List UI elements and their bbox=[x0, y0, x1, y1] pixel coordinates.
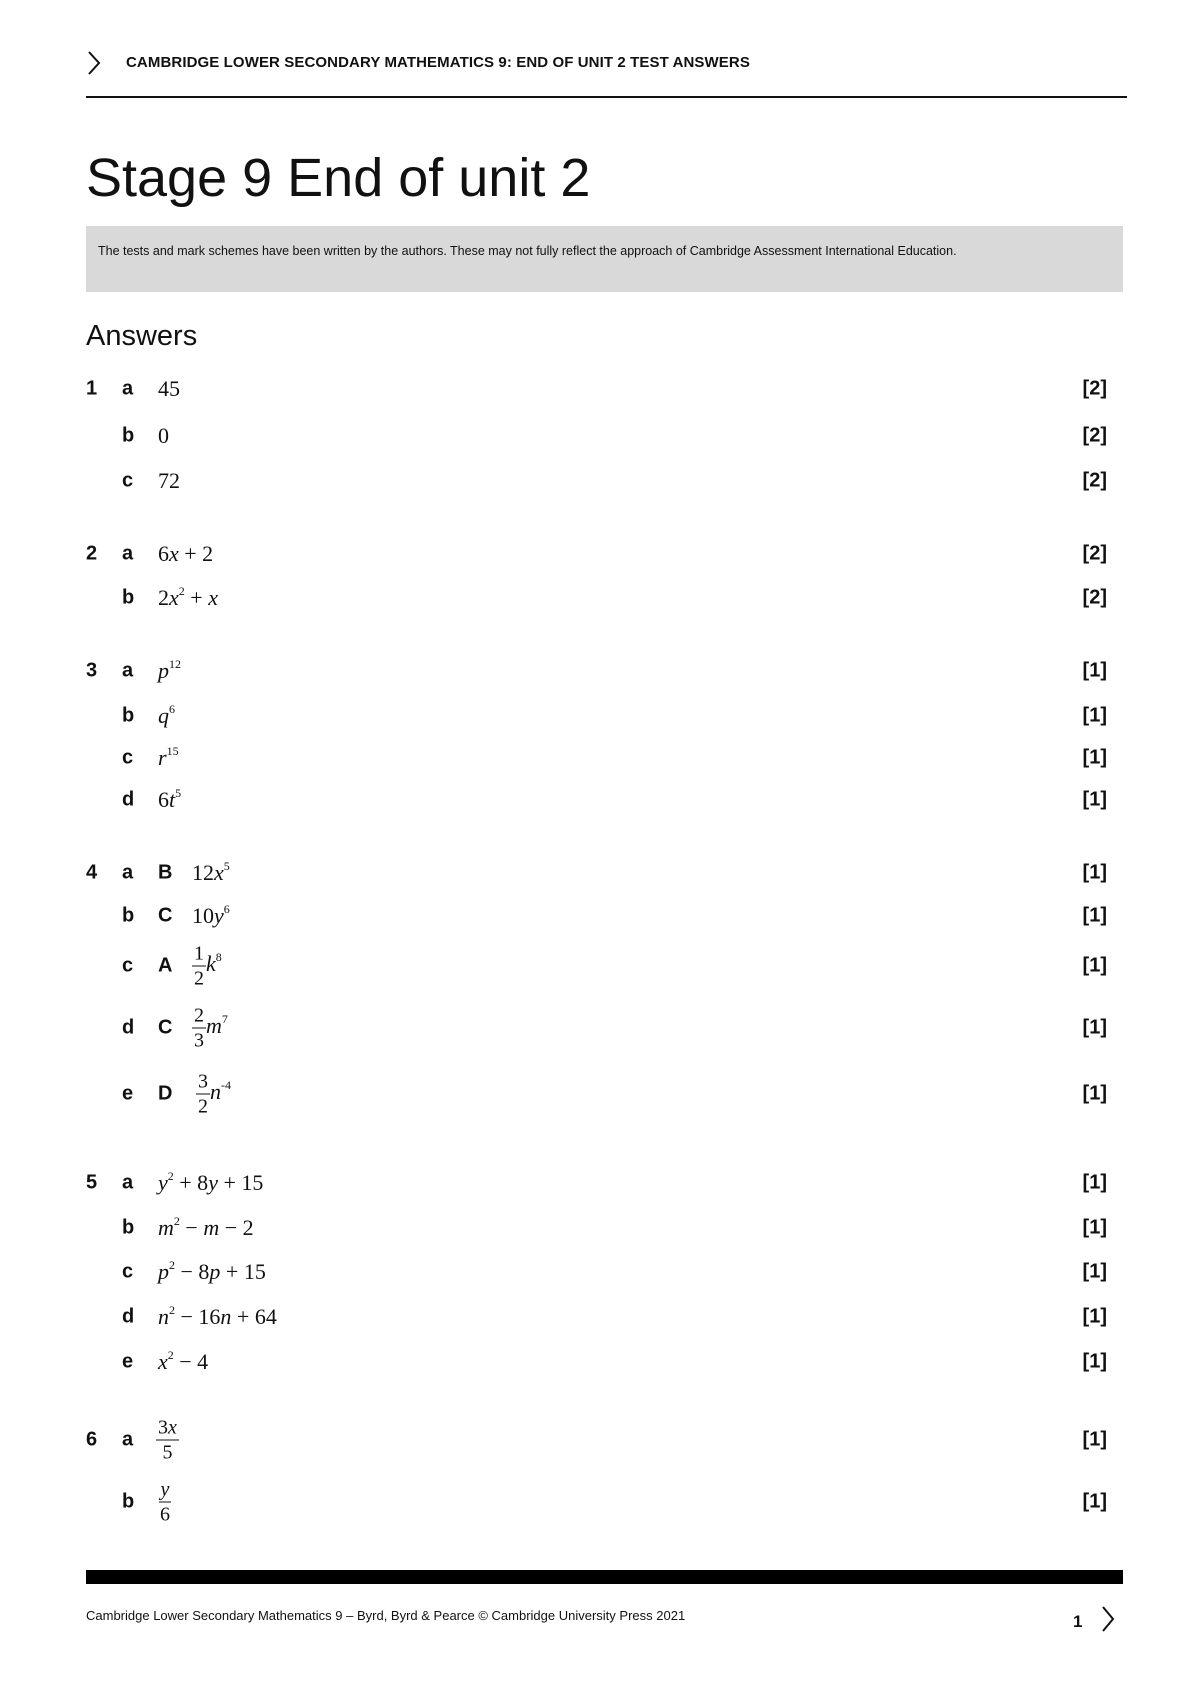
answer-row-4e bbox=[0, 1070, 1200, 1118]
part-label: a bbox=[122, 1428, 134, 1451]
answer-value: 0 bbox=[158, 423, 169, 448]
answer-row-2b bbox=[0, 578, 1200, 618]
answer-expression: $\frac{2}{3}$ $m^7$ bbox=[194, 1004, 228, 1052]
answer-expression: $p^{12}$ bbox=[158, 657, 181, 683]
footer-copyright: Cambridge Lower Secondary Mathematics 9 – Byrd, Byrd & Pearce © Cambridge University Press 2021 bbox=[86, 1608, 686, 1623]
part-label: d bbox=[122, 1016, 135, 1039]
answer-row-5d bbox=[0, 1297, 1200, 1337]
mark: [2] bbox=[1082, 586, 1107, 609]
mark: [1] bbox=[1082, 704, 1107, 727]
mark: [1] bbox=[1082, 1428, 1107, 1451]
mark: [2] bbox=[1082, 542, 1107, 565]
part-label: d bbox=[122, 1305, 135, 1328]
answer-row-1c bbox=[0, 461, 1200, 501]
answer-row-4c bbox=[0, 942, 1200, 990]
answer-row-5e bbox=[0, 1342, 1200, 1382]
mark: [1] bbox=[1082, 1260, 1107, 1283]
part-label: c bbox=[122, 1260, 134, 1283]
question-number: 4 bbox=[86, 861, 98, 884]
answer-expression: $2x^2 + x$ bbox=[158, 584, 218, 610]
answer-row-3d bbox=[0, 780, 1200, 820]
part-label: e bbox=[122, 1350, 134, 1373]
chevron-right-icon bbox=[86, 50, 102, 76]
chevron-right-icon[interactable] bbox=[1100, 1605, 1116, 1633]
part-label: a bbox=[122, 861, 134, 884]
mark: [1] bbox=[1082, 1016, 1107, 1039]
mark: [2] bbox=[1082, 469, 1107, 492]
answer-row-2a bbox=[0, 534, 1200, 574]
answer-expression: $r^{15}$ bbox=[158, 744, 179, 770]
part-label: b bbox=[122, 1216, 135, 1239]
mark: [1] bbox=[1082, 1171, 1107, 1194]
mark: [1] bbox=[1082, 1490, 1107, 1513]
answer-value: 45 bbox=[158, 376, 180, 401]
answer-expression: $x^2 - 4$ bbox=[158, 1348, 209, 1374]
answer-expression: $n^2 - 16n + 64$ bbox=[158, 1303, 277, 1329]
header-rule bbox=[86, 96, 1127, 98]
mark: [1] bbox=[1082, 1305, 1107, 1328]
question-number: 6 bbox=[86, 1428, 98, 1451]
answer-row-5c bbox=[0, 1252, 1200, 1292]
part-label: b bbox=[122, 904, 135, 927]
answer-row-3a bbox=[0, 651, 1200, 691]
answer-expression: $\frac{y}{6}$ bbox=[160, 1478, 170, 1526]
part-label: a bbox=[122, 542, 134, 565]
option-letter: C bbox=[158, 904, 173, 927]
mark: [1] bbox=[1082, 659, 1107, 682]
section-title: Answers bbox=[86, 320, 198, 352]
part-label: b bbox=[122, 586, 135, 609]
part-label: c bbox=[122, 954, 134, 977]
question-number: 2 bbox=[86, 542, 98, 565]
answer-value: 72 bbox=[158, 468, 180, 493]
part-label: b bbox=[122, 1490, 135, 1513]
answer-expression: $\frac{3x}{5}$ bbox=[158, 1416, 177, 1464]
question-number: 3 bbox=[86, 659, 98, 682]
answer-row-1b bbox=[0, 416, 1200, 456]
part-label: d bbox=[122, 788, 135, 811]
answer-expression: $p^2 - 8p + 15$ bbox=[158, 1258, 266, 1284]
mark: [1] bbox=[1082, 788, 1107, 811]
answer-expression: $q^6$ bbox=[158, 702, 175, 728]
answer-row-3b bbox=[0, 696, 1200, 736]
answer-expression: $12x^5$ bbox=[192, 859, 230, 885]
mark: [1] bbox=[1082, 861, 1107, 884]
answer-row-5a bbox=[0, 1163, 1200, 1203]
answer-expression: $m^2 - m - 2$ bbox=[158, 1214, 254, 1240]
footer-bar bbox=[86, 1570, 1123, 1584]
answer-row-1a bbox=[0, 369, 1200, 409]
part-label: a bbox=[122, 1171, 134, 1194]
answer-row-4a bbox=[0, 853, 1200, 893]
answer-row-6b bbox=[0, 1478, 1200, 1526]
part-label: a bbox=[122, 659, 134, 682]
answer-expression: 6x + 2 bbox=[158, 541, 214, 566]
page-number: 1 bbox=[1073, 1612, 1083, 1631]
running-header: CAMBRIDGE LOWER SECONDARY MATHEMATICS 9: END OF UNIT 2 TEST ANSWERS bbox=[126, 54, 750, 71]
answer-row-6a bbox=[0, 1416, 1200, 1464]
page-title: Stage 9 End of unit 2 bbox=[86, 148, 591, 208]
answer-expression: $10y^6$ bbox=[192, 902, 230, 928]
answer-row-4d bbox=[0, 1004, 1200, 1052]
mark: [2] bbox=[1082, 377, 1107, 400]
option-letter: A bbox=[158, 954, 173, 977]
option-letter: B bbox=[158, 861, 173, 884]
answer-expression: $\frac{3}{2}$ $n^{-4}$ bbox=[198, 1070, 231, 1118]
part-label: c bbox=[122, 746, 134, 769]
option-letter: C bbox=[158, 1016, 173, 1039]
mark: [2] bbox=[1082, 424, 1107, 447]
question-number: 5 bbox=[86, 1171, 98, 1194]
mark: [1] bbox=[1082, 1350, 1107, 1373]
part-label: c bbox=[122, 469, 134, 492]
part-label: b bbox=[122, 704, 135, 727]
part-label: a bbox=[122, 377, 134, 400]
answer-row-3c bbox=[0, 738, 1200, 778]
question-number: 1 bbox=[86, 377, 98, 400]
answer-expression: $\frac{1}{2}$ $k^8$ bbox=[194, 942, 222, 990]
option-letter: D bbox=[158, 1082, 173, 1105]
answer-expression: $6t^5$ bbox=[158, 786, 182, 812]
answer-row-4b bbox=[0, 896, 1200, 936]
answer-row-5b bbox=[0, 1208, 1200, 1248]
disclaimer-box: The tests and mark schemes have been written by the authors. These may not fully reflect the approach of Cambridge Assessment International Education. bbox=[86, 226, 1123, 292]
answer-expression: $y^2 + 8y + 15$ bbox=[158, 1169, 264, 1195]
part-label: e bbox=[122, 1082, 134, 1105]
mark: [1] bbox=[1082, 1082, 1107, 1105]
mark: [1] bbox=[1082, 1216, 1107, 1239]
mark: [1] bbox=[1082, 904, 1107, 927]
part-label: b bbox=[122, 424, 135, 447]
mark: [1] bbox=[1082, 746, 1107, 769]
mark: [1] bbox=[1082, 954, 1107, 977]
